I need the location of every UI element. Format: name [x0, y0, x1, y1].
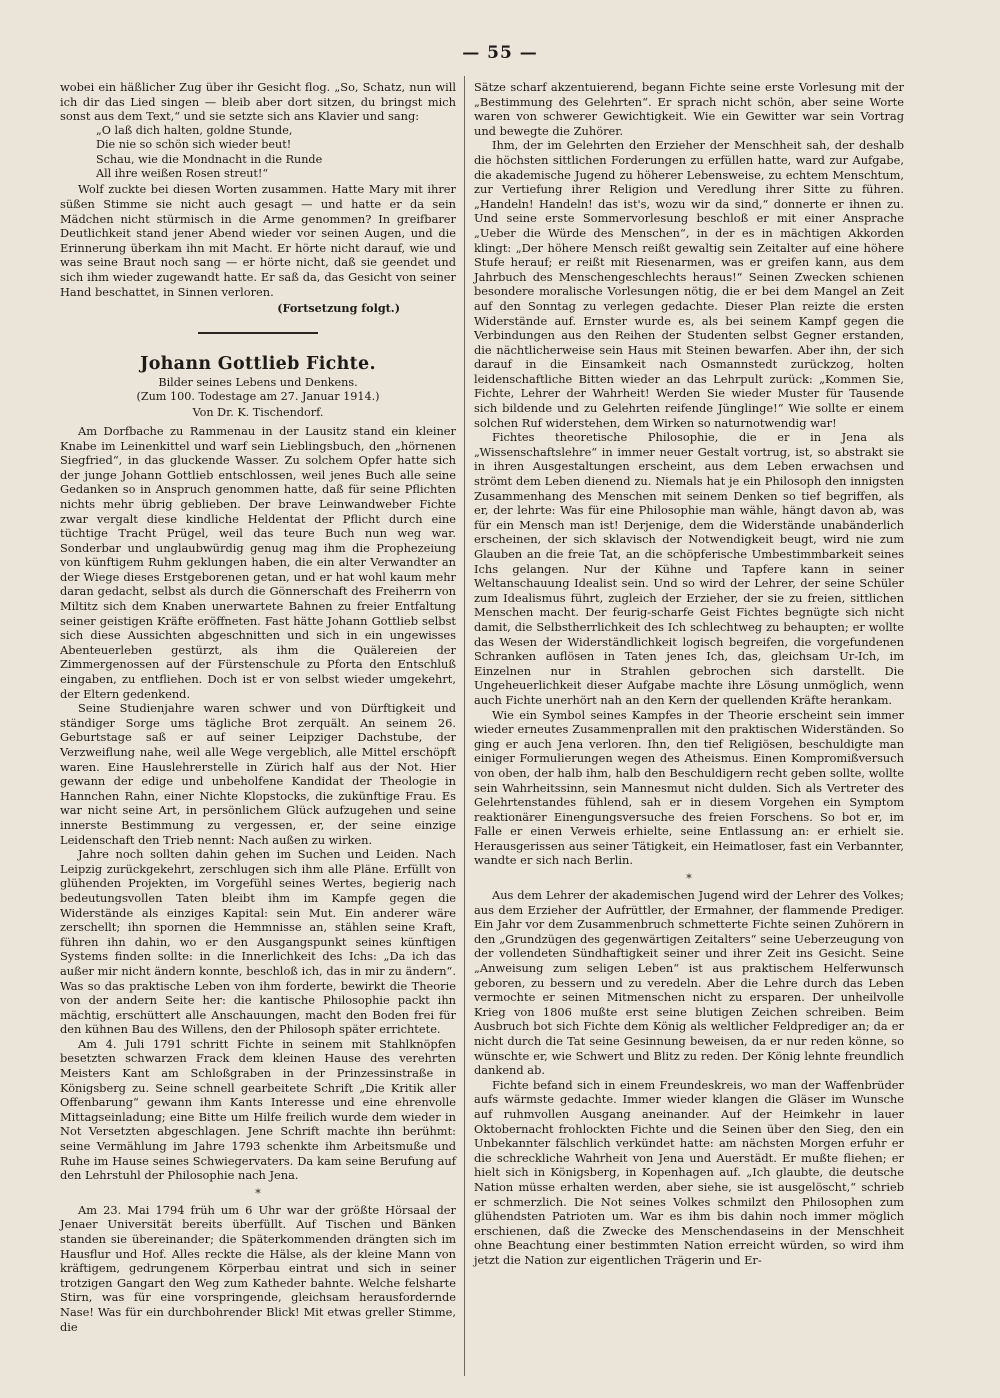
novel-paragraph: Wolf zuckte bei diesen Worten zusammen. Hatte Mary mit ihrer süßen Stimme sie nicht auch gesagt — und hatte er da sein Mädchen nicht stürmisch in die Arme genommen? In greifbarer Deutlichkeit stand jener Abend wieder vor seinen Augen, und die Erinnerung überkam ihn mit Macht. Er hörte nicht darauf, wie und was seine Braut noch sang — er hörte nicht, daß sie geendet und sich ihm wieder zugewandt hatte. Er saß da, das Gesicht von seiner Hand beschattet, in Sinnen verloren.	[60, 182, 456, 299]
column-divider	[464, 76, 465, 1376]
section-separator: *	[686, 872, 692, 886]
article-paragraph: Fichte befand sich in einem Freundeskreis, wo man der Waffenbrüder aufs wärmste gedachte. Immer wieder klangen die Gläser im Wunsche auf ruhmvollen Ausgang aneinander. Auf der Heimkehr in lauer Oktobernacht frohlockten Fichte und die Seinen über den Sieg, den ein Unbekannter fälschlich verkündet hatte: am nächsten Morgen erfuhr er die schreckliche Wahrheit von Jena und Auerstädt. Er mußte fliehen; er hielt sich in Königsberg, in Kopenhagen auf. „Ich glaubte, die deutsche Nation müsse erhalten werden, aber siehe, sie ist ausgelöscht,“ schrieb er schmerzlich. Die Not seines Volkes schmilzt den Philosophen zum glühendsten Patrioten um. War es ihm bis dahin noch immer möglich erschienen, daß die Zwecke des Menschendaseins in der Menschheit ohne Beachtung einer bestimmten Nation erreicht würden, so wird ihm jetzt die Nation zur eigentlichen Trägerin und Er-	[474, 1077, 904, 1267]
article-author: Von Dr. K. Tischendorf.	[192, 405, 324, 419]
section-separator: *	[255, 1186, 261, 1200]
article-paragraph: Am 4. Juli 1791 schritt Fichte in seinem mit Stahlknöpfen besetzten schwarzen Frack dem kleinen Hause des verehrten Meisters Kant am Schloßgraben in der Prinzessinstraße in Königsberg zu. Seine schnell gearbeitete Schrift „Die Kritik aller Offenbarung“ gewann ihm Kants Interesse und eine ehrenvolle Mittagseinladung; eine Bitte um Hilfe freilich wurde dem wieder in Not Versetzten abgeschlagen. Jene Schrift machte ihn berühmt: seine Vermählung im Jahre 1793 schenkte ihm Arbeitsmuße und Ruhe im Hause seines Schwiegervaters. Da kam seine Berufung auf den Lehrstuhl der Philosophie nach Jena.	[60, 1036, 456, 1183]
section-rule	[198, 332, 318, 334]
article-paragraph: Fichtes theoretische Philosophie, die er in Jena als „Wissenschaftslehre“ in immer neuer Gestalt vortrug, ist, so abstrakt sie in ihren Ausgestaltungen erscheint, aus dem Leben erwachsen und strömt dem Leben dienend zu. Niemals hat je ein Philosoph den innigsten Zusammenhang des Menschen mit seinem Denken so tief begriffen, als er, der lehrte: Was für eine Philosophie man wähle, hängt davon ab, was für ein Mensch man ist! Derjenige, dem die Widerstände unabänderlich erscheinen, der sich sklavisch der Notwendigkeit beugt, wird nie zum Glauben an die freie Tat, an die schöpferische Umbestimmbarkeit seines Ichs gelangen. Nur der Kühne und Tapfere kann in seiner Weltanschauung Idealist sein. Und so wird der Lehrer, der seine Schüler zum Idealismus führt, zugleich der Erzieher, der sie zu freien, sittlichen Menschen macht. Der feurig-scharfe Geist Fichtes begnügte sich nicht damit, die Selbstherrlichkeit des Ich schlechtweg zu behaupten; er wollte das Wesen der Widerständlichkeit logisch begreifen, die vorgefundenen Schranken auflösen in Taten jenes Ich, das, gleichsam Ur-Ich, im Einzelnen nur in Strahlen gebrochen sich darstellt. Die Ungeheuerlichkeit dieser Aufgabe machte ihre Lösung unmöglich, wenn auch Fichte unerhört nah an den Kern der quellenden Kräfte herankam.	[474, 430, 904, 707]
article-title: Johann Gottlieb Fichte.	[140, 353, 376, 374]
poem-line: All ihre weißen Rosen streut!“	[96, 167, 269, 180]
left-column	[60, 80, 456, 1334]
poem-line: „O laß dich halten, goldne Stunde,	[96, 123, 293, 137]
article-paragraph: Am 23. Mai 1794 früh um 6 Uhr war der größte Hörsaal der Jenaer Universität bereits überfüllt. Auf Tischen und Bänken standen sie übereinander; die Späterkommenden drängten sich im Hausflur und Hof. Alles reckte die Hälse, als der kleine Mann von kräftigem, gedrungenem Körperbau eintrat und sich in seiner trotzigen Gangart den Weg zum Katheder bahnte. Welche felsharte Stirn, was für eine vorspringende, gleichsam herausfordernde Nase! Was für ein durchbohrender Blick! Mit etwas greller Stimme, die	[60, 1202, 456, 1334]
novel-intro: wobei ein häßlicher Zug über ihr Gesicht flog. „So, Schatz, nun will ich dir das Lied singen — bleib aber dort sitzen, du bringst mich sonst aus dem Text,“ und sie setzte sich ans Klavier und sang:	[60, 80, 456, 124]
article-paragraph: Seine Studienjahre waren schwer und von Dürftigkeit und ständiger Sorge ums tägliche Brot zerquält. An seinem 26. Geburtstage saß er auf seiner Leipziger Dachstube, der Verzweiflung nahe, weil alle Wege vergeblich, alle Mittel erschöpft waren. Eine Hauslehrerstelle in Zürich half aus der Not. Hier gewann der edige und unbeholfene Kandidat der Theologie in Hannchen Rahn, einer Nichte Klopstocks, die zukünftige Frau. Es war nicht seine Art, in persönlichem Glück aufzugehen und seine innerste Bestimmung zu vergessen, er, der seine einzige Leidenschaft den Trieb nennt: Nach außen zu wirken.	[60, 701, 456, 847]
article-subtitle: Bilder seines Lebens und Denkens.	[158, 375, 358, 389]
poem-line: Die nie so schön sich wieder beut!	[96, 138, 292, 152]
article-paragraph: Sätze scharf akzentuierend, begann Fichte seine erste Vorlesung mit der „Bestimmung des Gelehrten“. Er sprach nicht schön, aber seine Worte waren von schwerer Gewichtigkeit. Wie ein Gewitter war sein Vortrag und bewegte die Zuhörer.	[474, 80, 904, 138]
song-poem	[96, 124, 456, 182]
article-paragraph: Ihm, der im Gelehrten den Erzieher der Menschheit sah, der deshalb die höchsten sittlichen Forderungen zu erfüllen hatte, ward zur Aufgabe, die akademische Jugend zu höherer Lebensweise, zu echtem Menschtum, zur Vertiefung ihrer Religion und Veredlung ihrer Sitte zu führen. „Handeln! Handeln! das ist's, wozu wir da sind,“ donnerte er ihnen zu. Und seine erste Sommervorlesung beschloß er mit einer Ansprache „Ueber die Würde des Menschen“, in der es in mächtigen Akkorden klingt: „Der höhere Mensch reißt gewaltig sein Zeitalter auf eine höhere Stufe herauf; er reißt mit Riesenarmen, was er greifen kann, aus dem Jahrbuch des Menschengeschlechts heraus!“ Seinen Zwecken schienen besondere moralische Vorlesungen nötig, die er bei dem Mangel an Zeit auf den Sonntag zu verlegen gedachte. Dieser Plan reizte die ersten Widerstände auf. Ernster wurde es, als bei seinem Kampf gegen die Verbindungen aus den Reihen der Studenten selbst Gegner erstanden, die nächtlicherweise sein Haus mit Steinen bewarfen. Aber ihn, der sich darauf in die Einsamkeit nach Osmannstedt zurückzog, holten leidenschaftliche Bitten wieder an das Lehrpult zurück: „Kommen Sie, Fichte, Lehrer der Wahrheit! Werden Sie wieder Muster für Tausende sich bildende und zu Gelehrten reifende Jünglinge!“ Wie sollte er einem solchen Ruf widerstehen, dem Wirken so naturnotwendig war!	[474, 138, 904, 430]
right-column	[474, 80, 904, 1268]
article-paragraph: Wie ein Symbol seines Kampfes in der Theorie erscheint sein immer wieder erneutes Zusammenprallen mit den praktischen Widerständen. So ging er auch Jena verloren. Ihn, den tief Religiösen, beschuldigte man einiger Formulierungen wegen des Atheismus. Einen Kompromißversuch von oben, der halb ihm, halb den Beschuldigern recht geben sollte, wollte sein Wahrheitssinn, sein Mannesmut nicht dulden. Sich als Vertreter des Gelehrtenstandes fühlend, sah er in diesem Vorgehen ein Symptom reaktionärer Einengungsversuche des freien Forschens. So bot er, im Falle er einen Verweis erhielte, seine Entlassung an: er erhielt sie. Herausgerissen aus seiner Tätigkeit, ein Heimatloser, fast ein Verbannter, wandte er sich nach Berlin.	[474, 707, 904, 868]
continuation-note: (Fortsetzung folgt.)	[277, 301, 400, 316]
article-paragraph: Am Dorfbache zu Rammenau in der Lausitz stand ein kleiner Knabe im Leinenkittel und warf sein Lieblingsbuch, den „hörnenen Siegfried“, in das gluckende Wasser. Zu solchem Opfer hatte sich der junge Johann Gottlieb entschlossen, weil jenes Buch alle seine Gedanken so in Anspruch genommen hatte, daß für seine Pflichten nichts mehr übrig geblieben. Der brave Leinwandweber Fichte zwar vergalt diese kindliche Heldentat der Pflicht durch eine tüchtige Tracht Prügel, weil das teure Buch nun weg war. Sonderbar und unglaubwürdig genug mag ihm die Prophezeiung von künftigem Ruhm geklungen haben, die ein alter Verwandter an der Wiege dieses Erstgeborenen getan, und er hat wohl kaum mehr daran gedacht, selbst als durch die Gönnerschaft des Freiherrn von Miltitz sich dem Knaben unerwartete Bahnen zu freier Entfaltung seiner geistigen Kräfte eröffneten. Fast hätte Johann Gottlieb selbst sich diese Aussichten abgeschnitten und sich in ein ungewisses Abenteuerleben gestürzt, als ihm die Quälereien der Zimmergenossen auf der Fürstenschule zu Pforta den Entschluß eingaben, zu entfliehen. Doch ist er von selbst wieder umgekehrt, der Eltern gedenkend.	[60, 423, 456, 701]
article-occasion: (Zum 100. Todestage am 27. Januar 1914.)	[136, 390, 380, 404]
article-paragraph: Jahre noch sollten dahin gehen im Suchen und Leiden. Nach Leipzig zurückgekehrt, zerschlugen sich ihm alle Pläne. Erfüllt von glühenden Projekten, im Vorgefühl seines Wertes, begierig nach bedeutungsvollen Taten bleibt ihm im Kampfe gegen die Widerstände als einziges Kapital: sein Mut. Ein anderer wäre zerschellt; ihn spornen die Hemmnisse an, stählen seine Kraft, führen ihn dahin, wo er den Ausgangspunkt seines künftigen Systems finden sollte: in die Innerlichkeit des Ichs: „Da ich das außer mir nicht ändern konnte, beschloß ich, das in mir zu ändern“. Was so das praktische Leben von ihm forderte, bewirkt die Theorie von der andern Seite her: die kantische Philosophie packt ihn mächtig, erschüttert alle Anschauungen, macht den Boden frei für den kühnen Bau des Willens, den der Philosoph später errichtete.	[60, 847, 456, 1037]
article-paragraph: Aus dem Lehrer der akademischen Jugend wird der Lehrer des Volkes; aus dem Erzieher der Aufrüttler, der Ermahner, der flammende Prediger. Ein Jahr vor dem Zusammenbruch schmetterte Fichte seinen Zuhörern in den „Grundzügen des gegenwärtigen Zeitalters“ seine Ueberzeugung von der vollendeten Sündhaftigkeit seiner und ihrer Zeit ins Gesicht. Seine „Anweisung zum seligen Leben“ ist aus praktischem Helferwunsch geboren, zu bessern und zu veredeln. Aber die Lehre durch das Leben vermochte er seinen Mitmenschen nicht zu ersparen. Der unheilvolle Krieg von 1806 mußte erst seine blutigen Zeichen schreiben. Beim Ausbruch bot sich Fichte dem König als weltlicher Feldprediger an; da er nicht durch die Tat seine Gesinnung beweisen, da er nur reden könne, so wünschte er, wie Schwert und Blitz zu reden. Der König lehnte freundlich dankend ab.	[474, 888, 904, 1078]
page-number: — 55 —	[462, 43, 538, 63]
poem-line: Schau, wie die Mondnacht in die Runde	[96, 152, 323, 166]
